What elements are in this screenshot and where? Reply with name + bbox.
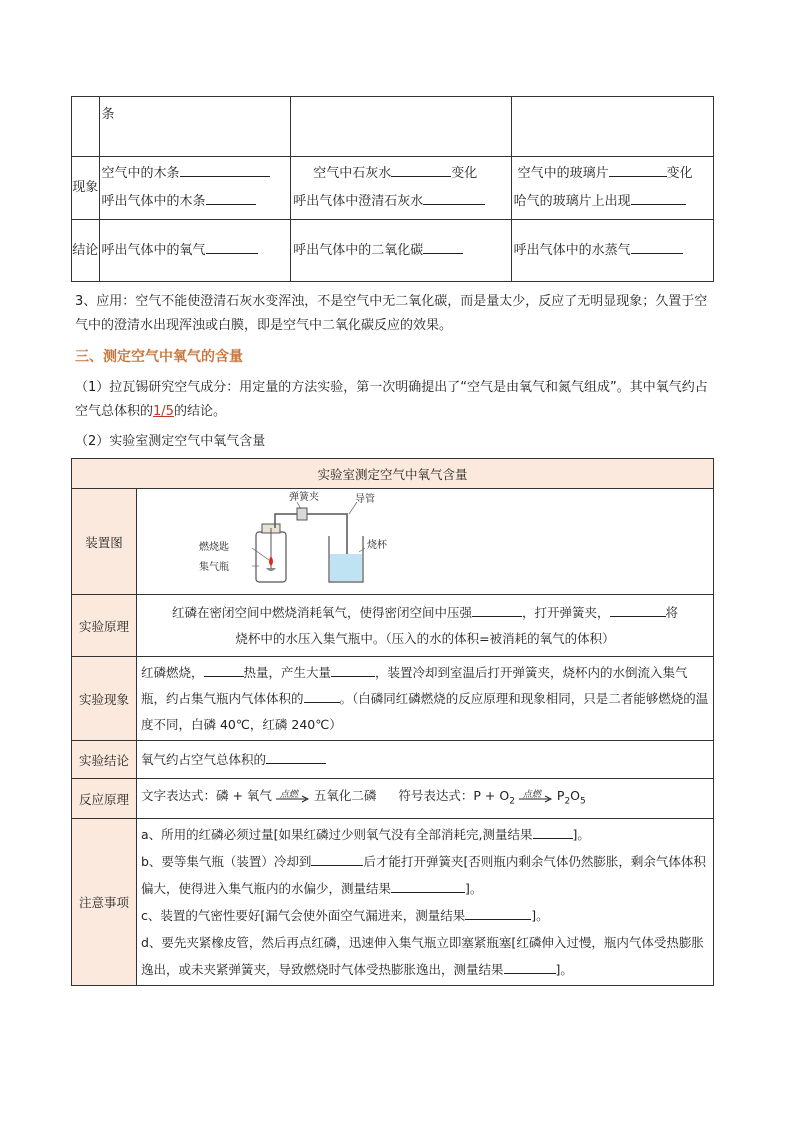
cell-conclusion-1: 呼出气体中的氧气 — [99, 220, 291, 282]
label-phenomenon-exp: 实验现象 — [72, 657, 137, 741]
application-paragraph: 3、应用：空气不能使澄清石灰水变浑浊，不是空气中无二氧化碳，而是量太少，反应了无明显现象；久置于空气中的澄清水出现浑浊或白膜，即是空气中二氧化碳反应的效果。 — [75, 294, 708, 333]
lavoisier-paragraph: （1）拉瓦锡研究空气成分：用定量的方法实验，第一次明确提出了“空气是由氧气和氮气组成”。其中氧气约占空气总体积的1/5的结论。 — [75, 380, 708, 419]
section-heading: 三、测定空气中氧气的含量 — [75, 349, 243, 365]
observation-table — [71, 96, 714, 282]
reaction-cell: 文字表达式：磷 + 氧气 点燃 五氧化二磷 符号表达式：$P + O_2$ 点燃 $P_2O_5$ — [137, 779, 714, 819]
ignite-arrow-2: 点燃 — [519, 786, 553, 806]
principle-cell: 红磷在密闭空间中燃烧消耗氧气，使得密闭空间中压强 ，打开弹簧夹， 将 烧杯中的水压入集气瓶中。（压入的水的体积=被消耗的氧气的体积） — [137, 595, 714, 657]
label-phenomenon: 现象 — [72, 157, 100, 220]
cell-conclusion-2: 呼出气体中的二氧化碳 — [291, 220, 511, 282]
label-conclusion: 结论 — [72, 220, 100, 282]
cell-phenomenon-3: 空气中的玻璃片 变化 哈气的玻璃片上出现 — [511, 157, 713, 220]
cell-empty-2 — [291, 97, 511, 157]
cell-phenomenon-1: 空气中的木条 呼出气体中的木条 — [99, 157, 291, 220]
label-reaction: 反应原理 — [72, 779, 137, 819]
apparatus-cell — [137, 489, 714, 595]
note-d: d、要先夹紧橡皮管，然后再点红磷，迅速伸入集气瓶立即塞紧瓶塞[红磷伸入过慢，瓶内气体受热膨胀逸出，或未夹紧弹簧夹，导致燃烧时气体受热膨胀逸出，测量结果 ]。 — [141, 935, 704, 977]
label-notes: 注意事项 — [72, 819, 137, 986]
cell-tiao: 条 — [99, 97, 291, 157]
spoon-label: 燃烧匙 — [199, 541, 229, 553]
clamp-shape — [297, 508, 307, 520]
cell-empty-3 — [511, 97, 713, 157]
notes-cell — [137, 819, 714, 986]
cell-conclusion-3: 呼出气体中的水蒸气 — [511, 220, 713, 282]
bottle-label: 集气瓶 — [199, 561, 229, 573]
apparatus-diagram — [197, 490, 397, 594]
label-conclusion-exp: 实验结论 — [72, 741, 137, 779]
conclusion-cell: 氧气约占空气总体积的 — [137, 741, 714, 779]
phenomenon-cell: 红磷燃烧， 热量，产生大量 ，装置冷却到室温后打开弹簧夹，烧杯内的水倒流入集气瓶，约占集气瓶内气体体积的 。（白磷同红磷燃烧的反应原理和现象相同，只是二者能够燃烧的温度不同，白磷 40℃，红磷 240℃） — [137, 657, 714, 741]
label-apparatus: 装置图 — [72, 489, 137, 595]
ignite-arrow-1: 点燃 — [276, 786, 310, 806]
water-shape — [330, 554, 362, 581]
note-c: c、装置的气密性要好[漏气会使外面空气漏进来，测量结果 ]。 — [141, 902, 709, 929]
note-b: b、要等集气瓶（装置）冷却到 后才能打开弹簧夹[否则瓶内剩余气体仍然膨胀，剩余气体体积偏大，使得进入集气瓶内的水偏少，测量结果 ]。 — [141, 848, 709, 902]
experiment-table — [71, 458, 714, 986]
note-a: a、所用的红磷必须过量[如果红磷过少则氧气没有全部消耗完,测量结果 ]。 — [141, 821, 709, 848]
table-header: 实验室测定空气中氧气含量 — [72, 459, 714, 489]
lab-subheading: （2）实验室测定空气中氧气含量 — [75, 434, 266, 449]
tube-label: 导管 — [355, 493, 375, 505]
beaker-label: 烧杯 — [367, 539, 387, 551]
clamp-label: 弹簧夹 — [289, 491, 319, 503]
label-principle: 实验原理 — [72, 595, 137, 657]
cell-phenomenon-2: 空气中石灰水 变化 呼出气体中澄清石灰水 — [291, 157, 511, 220]
label-cell-empty — [72, 97, 100, 157]
fraction-answer: 1/5 — [153, 404, 174, 419]
